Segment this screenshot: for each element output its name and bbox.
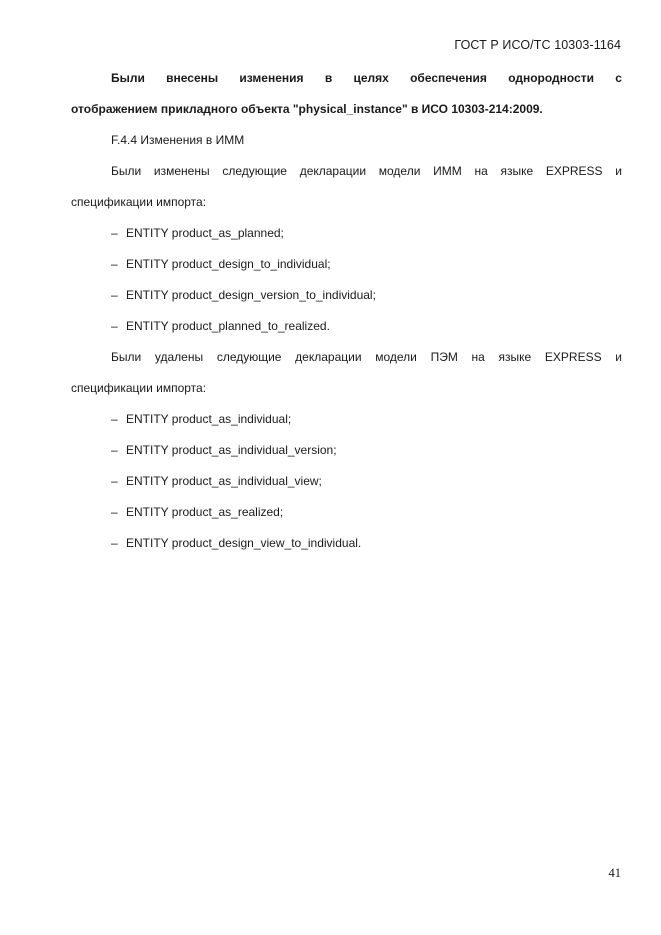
page-content (71, 66, 622, 562)
removed-word: декларации (295, 350, 362, 364)
changed-word: Были (111, 164, 142, 178)
removed-word: Были (111, 350, 142, 364)
list-dash-marker: – (111, 288, 118, 302)
removed-paragraph-line-1 (71, 345, 622, 376)
intro-word: однородности (508, 71, 595, 85)
list-dash-marker: – (111, 474, 118, 488)
changed-word: на (474, 164, 488, 178)
changed-list-item (71, 283, 622, 314)
changed-word: языке (500, 164, 534, 178)
removed-list-item (71, 469, 622, 500)
list-dash-marker: – (111, 536, 118, 550)
intro-word: изменения (239, 71, 304, 85)
removed-word: языке (498, 350, 532, 364)
intro-word: целях (353, 71, 389, 85)
changed-word: следующие (222, 164, 287, 178)
changed-word: EXPRESS (545, 164, 603, 178)
changed-word: модели (378, 164, 421, 178)
removed-list-item (71, 407, 622, 438)
intro-word: с (615, 71, 622, 85)
list-item-text: ENTITY product_design_to_individual; (126, 257, 331, 271)
list-dash-marker: – (111, 257, 118, 271)
standard-header: ГОСТ Р ИСО/ТС 10303-1164 (454, 38, 621, 52)
changed-word: изменены (153, 164, 210, 178)
list-item-text: ENTITY product_as_realized; (126, 505, 284, 519)
changed-word: декларации (299, 164, 367, 178)
changed-paragraph-line-1 (71, 159, 622, 190)
changed-list-item (71, 221, 622, 252)
removed-list-item (71, 531, 622, 562)
list-dash-marker: – (111, 226, 118, 240)
changed-word: и (615, 164, 622, 178)
removed-paragraph-line-2: спецификации импорта: (71, 381, 207, 395)
removed-entity-list (71, 407, 622, 562)
removed-word: на (471, 350, 485, 364)
changed-paragraph-line-2: спецификации импорта: (71, 195, 207, 209)
removed-word: следующие (216, 350, 282, 364)
removed-word: EXPRESS (544, 350, 602, 364)
intro-word: внесены (166, 71, 219, 85)
list-item-text: ENTITY product_design_view_to_individual. (126, 536, 362, 550)
intro-word: в (324, 71, 333, 85)
changed-word: ИММ (433, 164, 462, 178)
removed-word: модели (375, 350, 417, 364)
list-item-text: ENTITY product_planned_to_realized. (126, 319, 330, 333)
removed-list-item (71, 438, 622, 469)
section-heading: F.4.4 Изменения в ИММ (111, 133, 245, 147)
list-dash-marker: – (111, 443, 118, 457)
list-dash-marker: – (111, 319, 118, 333)
list-item-text: ENTITY product_as_individual_version; (126, 443, 337, 457)
list-dash-marker: – (111, 505, 118, 519)
intro-word: Были (111, 71, 145, 85)
list-item-text: ENTITY product_as_individual_view; (126, 474, 322, 488)
changed-list-item (71, 252, 622, 283)
intro-paragraph-line-2: отображением прикладного объекта "physical_instance" в ИСО 10303-214:2009. (71, 102, 543, 116)
intro-paragraph-line-1 (71, 66, 622, 97)
removed-word: и (615, 350, 622, 364)
changed-entity-list (71, 221, 622, 345)
changed-list-item (71, 314, 622, 345)
removed-list-item (71, 500, 622, 531)
list-item-text: ENTITY product_as_individual; (126, 412, 292, 426)
page-number: 41 (608, 866, 621, 880)
intro-word: обеспечения (410, 71, 487, 85)
list-item-text: ENTITY product_design_version_to_individual; (126, 288, 376, 302)
removed-word: удалены (154, 350, 204, 364)
list-dash-marker: – (111, 412, 118, 426)
removed-word: ПЭМ (430, 350, 458, 364)
list-item-text: ENTITY product_as_planned; (126, 226, 284, 240)
